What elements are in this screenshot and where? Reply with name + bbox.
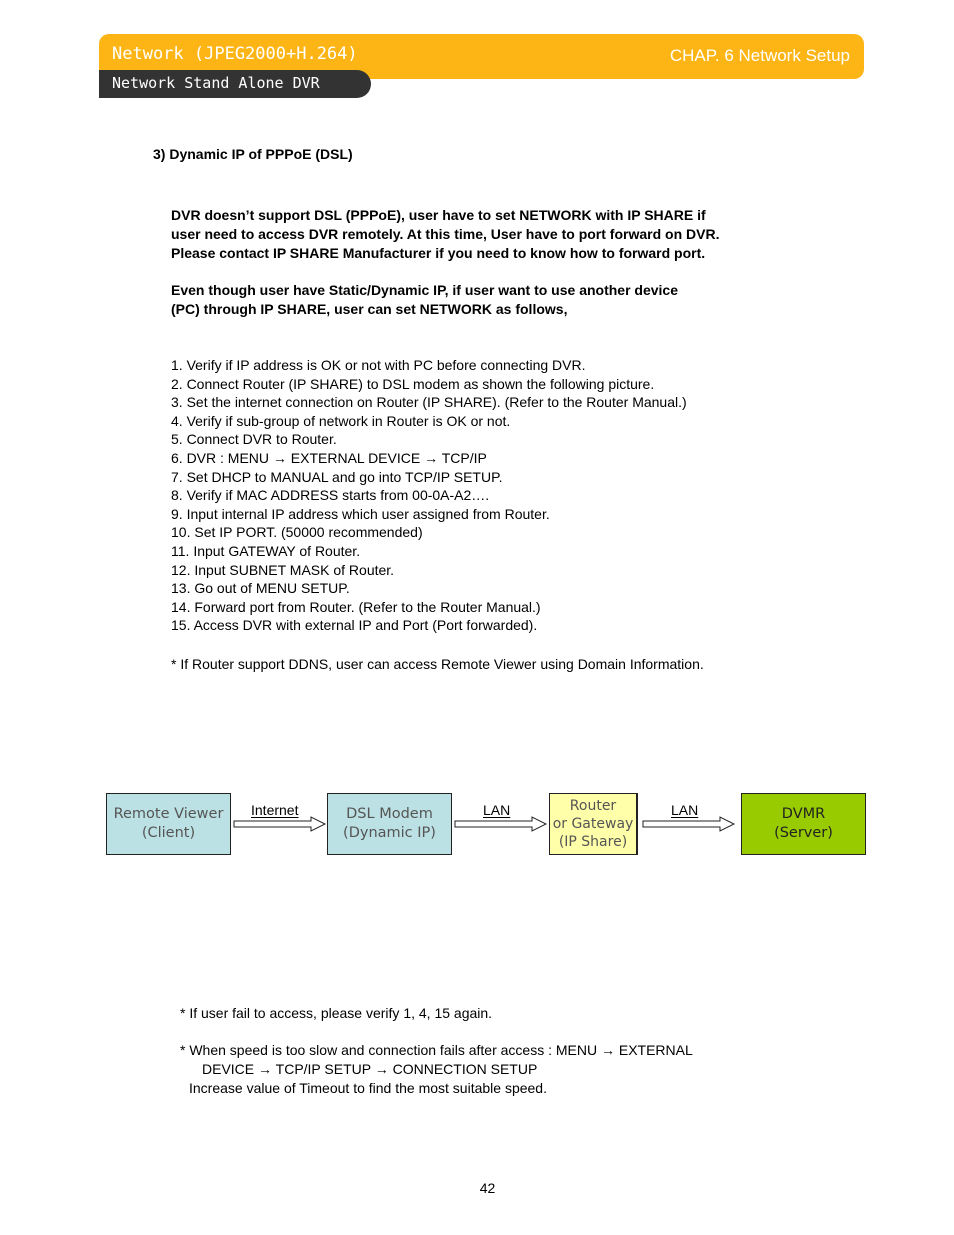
step-item: 12. Input SUBNET MASK of Router. xyxy=(171,561,395,578)
step-item: 15. Access DVR with external IP and Port (Port forwarded). xyxy=(171,617,538,634)
speed-note: DEVICE → TCP/IP SETUP → CONNECTION SETUP xyxy=(202,1061,538,1077)
dsl-modem-box xyxy=(327,793,452,855)
speed-note: * When speed is too slow and connection fails after access : MENU → EXTERNAL xyxy=(180,1042,693,1058)
step-item: 6. DVR : MENU → EXTERNAL DEVICE → TCP/IP xyxy=(171,449,487,466)
arrow-right-icon xyxy=(454,816,548,832)
step-item: 3. Set the internet connection on Router (IP SHARE). (Refer to the Router Manual.) xyxy=(171,394,687,411)
intro-line: Please contact IP SHARE Manufacturer if you need to know how to forward port. xyxy=(171,245,706,261)
network-paragraph xyxy=(171,281,678,319)
speed-note: Increase value of Timeout to find the most suitable speed. xyxy=(189,1080,547,1096)
box-label: Remote Viewer xyxy=(113,806,224,822)
remote-viewer-box xyxy=(106,793,231,855)
page-number: 42 xyxy=(479,1180,496,1196)
step-item: 9. Input internal IP address which user assigned from Router. xyxy=(171,505,550,522)
internet-link-label: Internet xyxy=(251,802,299,818)
section-title: 3) Dynamic IP of PPPoE (DSL) xyxy=(153,146,353,162)
step-item: 11. Input GATEWAY of Router. xyxy=(171,542,361,559)
intro-line: DVR doesn’t support DSL (PPPoE), user have to set NETWORK with IP SHARE if xyxy=(171,207,706,223)
step-item: 14. Forward port from Router. (Refer to the Router Manual.) xyxy=(171,598,541,615)
network-line: (PC) through IP SHARE, user can set NETWORK as follows, xyxy=(171,301,568,317)
ddns-note: * If Router support DDNS, user can access Remote Viewer using Domain Information. xyxy=(171,656,704,672)
chapter-title: CHAP. 6 Network Setup xyxy=(669,46,850,65)
step-item: 7. Set DHCP to MANUAL and go into TCP/IP SETUP. xyxy=(171,468,503,485)
box-label: (IP Share) xyxy=(558,834,628,850)
arrow-right-icon xyxy=(233,816,327,832)
box-label: or Gateway xyxy=(552,816,634,832)
fail-note: * If user fail to access, please verify 1, 4, 15 again. xyxy=(180,1005,493,1021)
box-label: Router xyxy=(569,798,617,814)
subheader-title: Network Stand Alone DVR xyxy=(112,74,320,92)
step-item: 1. Verify if IP address is OK or not with PC before connecting DVR. xyxy=(171,357,586,373)
network-line: Even though user have Static/Dynamic IP, if user want to use another device xyxy=(171,282,679,298)
intro-paragraph xyxy=(171,206,719,263)
box-label: (Dynamic IP) xyxy=(343,825,436,841)
router-box xyxy=(549,793,638,855)
header-title: Network (JPEG2000+H.264) xyxy=(112,44,358,64)
lan-link-label: LAN xyxy=(671,802,699,818)
arrow-right-icon xyxy=(642,816,736,832)
dvmr-box xyxy=(741,793,866,855)
box-label: (Client) xyxy=(141,825,196,841)
step-item: 2. Connect Router (IP SHARE) to DSL modem as shown the following picture. xyxy=(171,375,655,392)
box-label: (Server) xyxy=(774,825,833,841)
setup-steps-list xyxy=(171,356,687,635)
box-label: DSL Modem xyxy=(346,806,433,822)
step-item: 8. Verify if MAC ADDRESS starts from 00-0A-A2…. xyxy=(171,487,490,504)
step-item: 4. Verify if sub-group of network in Router is OK or not. xyxy=(171,412,511,429)
step-item: 13. Go out of MENU SETUP. xyxy=(171,580,350,597)
step-item: 5. Connect DVR to Router. xyxy=(171,431,337,448)
step-item: 10. Set IP PORT. (50000 recommended) xyxy=(171,524,423,541)
lan-link-label: LAN xyxy=(483,802,511,818)
intro-line: user need to access DVR remotely. At this time, User have to port forward on DVR. xyxy=(171,226,720,242)
box-label: DVMR xyxy=(781,806,826,822)
